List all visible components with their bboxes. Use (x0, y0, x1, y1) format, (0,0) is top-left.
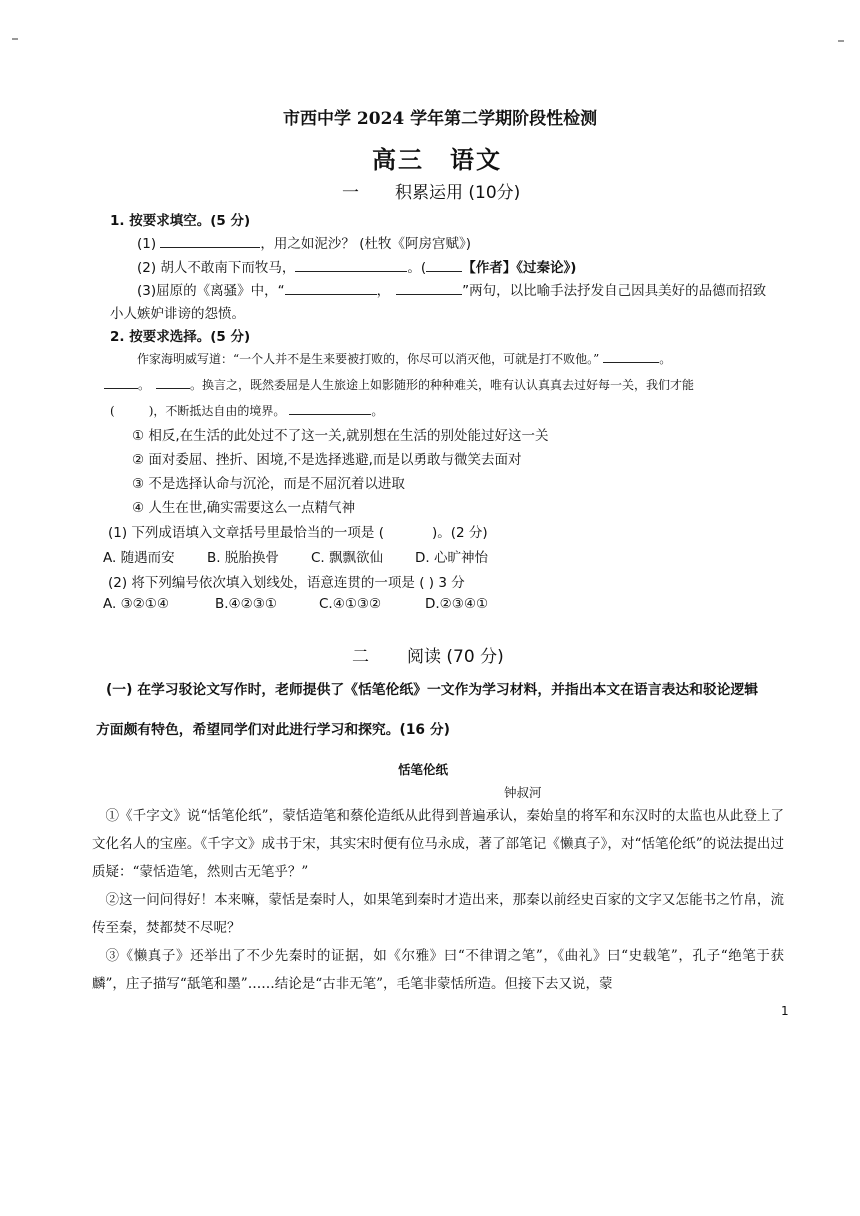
q2-sub1-options (103, 546, 488, 566)
subject-label: 语文 (450, 146, 502, 174)
answer-blank[interactable] (160, 233, 260, 248)
q1-title: 1. 按要求填空。(5 分) (110, 213, 251, 229)
option-d[interactable]: D.②③④① (425, 596, 489, 612)
q2-item: ④ 人生在世,确实需要这么一点精气神 (132, 500, 356, 516)
scan-mark (838, 40, 844, 42)
q1-item-3-continued: 小人嫉妒诽谤的怨愤。 (110, 306, 245, 322)
article-paragraph-1: ①《千字文》说“恬笔伦纸”，蒙恬造笔和蔡伦造纸从此得到普遍承认，秦始皇的将军和东汉时的太监也从此登上了文化名人的宝座。《千字文》成书于宋，其实宋时便有位马永成，著了部笔记《懒真子》，对“恬笔伦纸”的说法提出过质疑：“蒙恬造笔，然则古无笔乎？” (92, 808, 784, 880)
q2-sub2: (2) 将下列编号依次填入划线处，语意连贯的一项是 ( ) 3 分 (108, 575, 465, 591)
q2-passage-line-2 (104, 374, 694, 393)
option-c[interactable]: C.④①③② (319, 596, 382, 612)
answer-blank[interactable] (289, 400, 371, 415)
grade-subject-heading (372, 140, 502, 175)
page-number: 1 (781, 1004, 789, 1018)
q1-item-3 (137, 279, 766, 299)
reading-intro-line-1: (一) 在学习驳论文写作时，老师提供了《恬笔伦纸》一文作为学习材料，并指出本文在语言表达和驳论逻辑 (106, 682, 759, 698)
article-paragraph-3: ③《懒真子》还举出了不少先秦时的证据，如《尔雅》曰“不律谓之笔”，《曲礼》曰“史载笔”，孔子“绝笔于获麟”，庄子描写“舐笔和墨”……结论是“古非无笔”，毛笔非蒙恬所造。但接下去又说，蒙 (92, 948, 784, 992)
article-paragraph-2: ②这一问问得好！本来嘛，蒙恬是秦时人，如果笔到秦时才造出来，那秦以前经史百家的文字又怎能书之竹帛，流传至秦，焚都焚不尽呢？ (92, 892, 784, 936)
q2-passage-punct: 。 (371, 404, 384, 418)
q2-sub1-points: )。(2 分) (431, 525, 488, 541)
q2-passage-punct: 。 (659, 352, 672, 366)
option-b[interactable]: B. 脱胎换骨 (207, 550, 279, 566)
q1-item-3-text: (3)屈原的《离骚》中，“ (137, 283, 285, 299)
section1-title: 积累运用 (10分) (395, 183, 521, 203)
article-author: 钟叔河 (504, 785, 542, 800)
section2-number: 二 (352, 647, 369, 667)
q2-title: 2. 按要求选择。(5 分) (110, 329, 251, 345)
q1-item-2 (137, 256, 576, 276)
q2-item: ③ 不是选择认命与沉沦，而是不屈沉着以进取 (132, 476, 405, 492)
q2-passage-punct: 。 (138, 378, 151, 392)
option-d[interactable]: D. 心旷神怡 (415, 550, 488, 566)
section2-title: 阅读 (70 分) (407, 647, 504, 667)
grade-label: 高三 (372, 146, 424, 174)
answer-blank[interactable] (104, 374, 138, 389)
option-a[interactable]: A. 随遇而安 (103, 550, 175, 566)
q2-item: ② 面对委屈、挫折、困境,不是选择逃避,而是以勇敢与微笑去面对 (132, 452, 522, 468)
answer-blank[interactable] (603, 348, 659, 363)
answer-blank[interactable] (285, 280, 377, 295)
q2-passage-text: )，不断抵达自由的境界。 (148, 404, 286, 418)
q2-item: ① 相反,在生活的此处过不了这一关,就别想在生活的别处能过好这一关 (132, 428, 549, 444)
q1-item-3-sep: ， (376, 283, 391, 299)
q2-sub1-text: (1) 下列成语填入文章括号里最恰当的一项是 ( (108, 525, 384, 541)
option-a[interactable]: A. ③②①④ (103, 596, 169, 612)
q2-passage-line-3 (110, 400, 383, 419)
answer-blank[interactable] (426, 257, 462, 272)
q2-sub1 (108, 521, 488, 541)
section2-heading (352, 642, 504, 667)
section1-heading (342, 178, 520, 203)
q1-item-3-text-end: ”两句，以比喻手法抒发自己因具美好的品德而招致 (462, 283, 767, 299)
option-c[interactable]: C. 飘飘欲仙 (311, 550, 384, 566)
school-title: 市西中学 2024 学年第二学期阶段性检测 (283, 109, 598, 129)
answer-blank[interactable] (156, 374, 190, 389)
q2-passage-text: 作家海明威写道：“一个人并不是生来要被打败的，你尽可以消灭他，可就是打不败他。” (137, 352, 600, 366)
q2-paren-open: ( (110, 404, 115, 418)
scan-mark (12, 38, 18, 40)
q1-item-1-text: ，用之如泥沙？ (杜牧《阿房宫赋》) (260, 236, 471, 252)
answer-blank[interactable] (396, 280, 462, 295)
section1-number: 一 (342, 183, 359, 203)
q1-item-1-label: (1) (137, 236, 157, 252)
q1-item-2-mid: 。( (407, 260, 427, 276)
q2-passage-line-1 (137, 348, 671, 367)
article-title: 恬笔伦纸 (398, 762, 449, 777)
q2-passage-text: 。换言之，既然委屈是人生旅途上如影随形的种种难关，唯有认认真真去过好每一关，我们才能 (190, 378, 695, 392)
q1-item-2-source: 【作者】《过秦论》) (462, 260, 577, 276)
q1-item-1 (137, 232, 471, 252)
option-b[interactable]: B.④②③① (215, 596, 277, 612)
answer-blank[interactable] (295, 257, 407, 272)
q1-item-2-text: (2) 胡人不敢南下而牧马， (137, 260, 296, 276)
q2-sub2-options (103, 596, 488, 612)
reading-intro-line-2: 方面颇有特色，希望同学们对此进行学习和探究。(16 分) (96, 722, 450, 738)
